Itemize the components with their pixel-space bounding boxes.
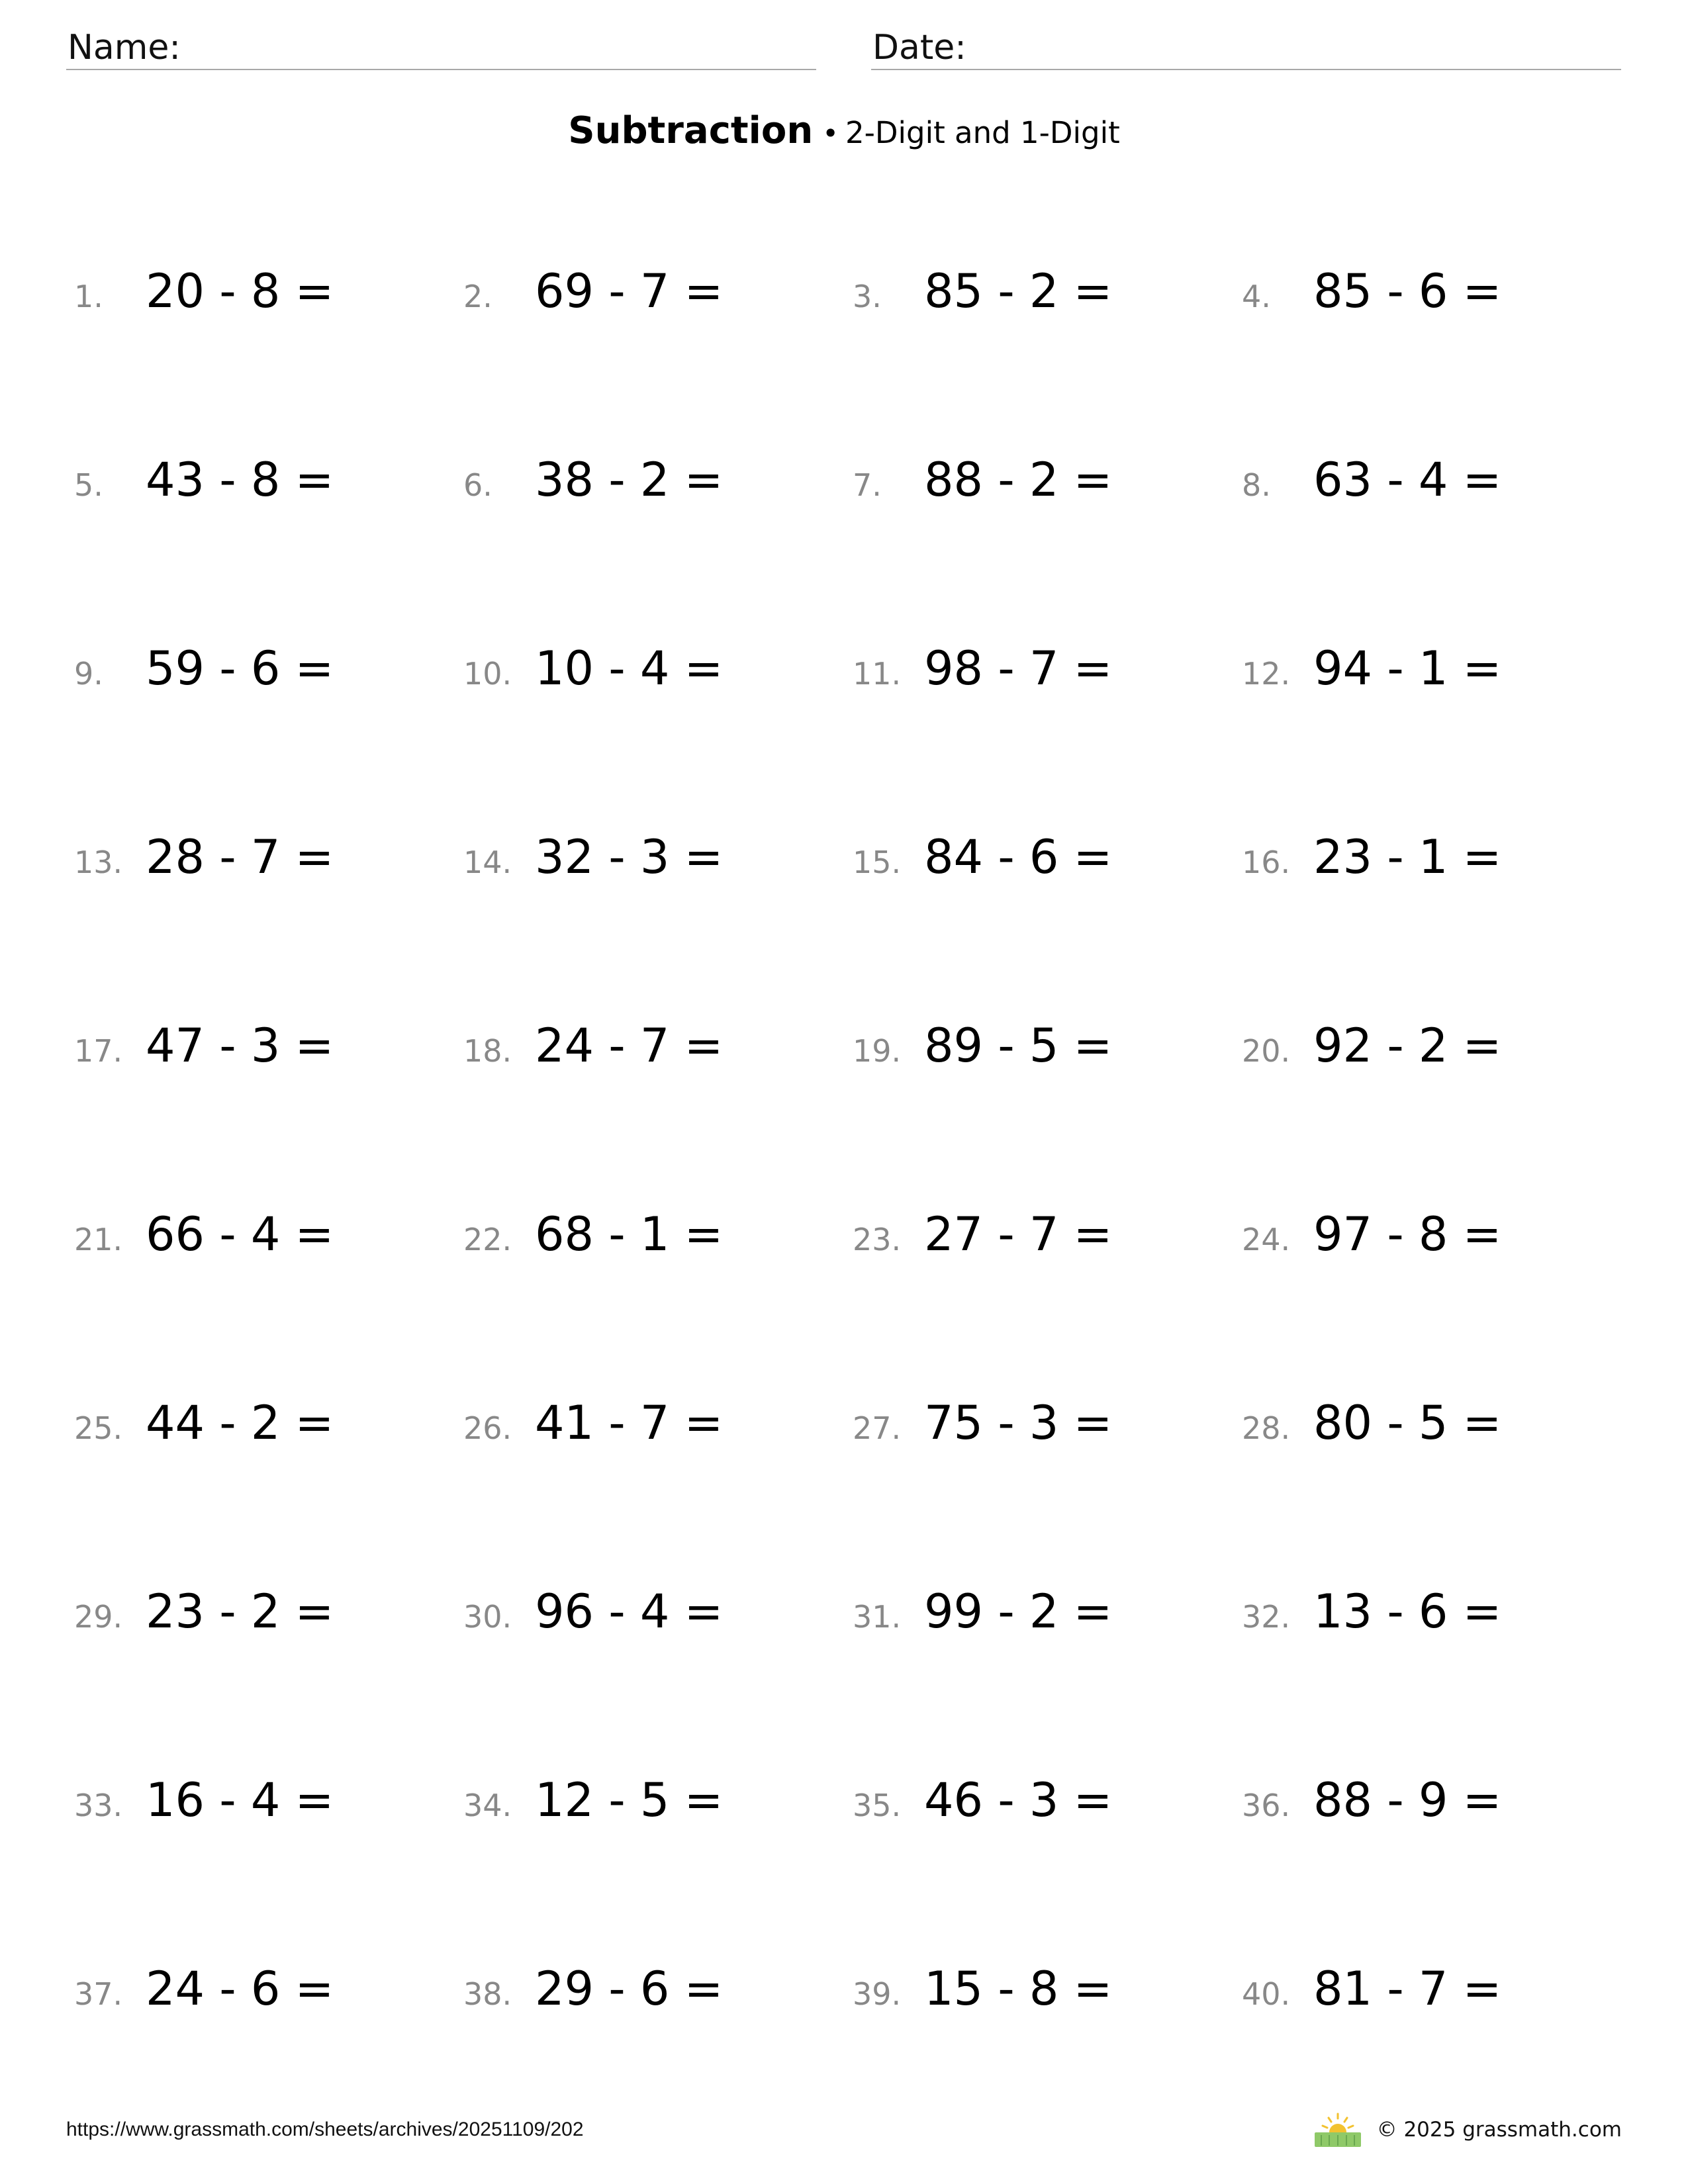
problem-number: 32. xyxy=(1242,1599,1291,1635)
problem-item xyxy=(74,632,463,705)
problem-item xyxy=(1242,1387,1631,1459)
problem-expression: 94 - 1 = xyxy=(1313,641,1502,696)
problem-expression: 98 - 7 = xyxy=(924,641,1113,696)
problem-expression: 92 - 2 = xyxy=(1313,1019,1502,1073)
problem-number: 19. xyxy=(853,1033,902,1069)
problem-item xyxy=(853,1387,1242,1459)
problem-item xyxy=(463,821,853,893)
problem-expression: 23 - 1 = xyxy=(1313,830,1502,884)
problem-number: 34. xyxy=(463,1788,512,1823)
problem-item xyxy=(463,1009,853,1082)
problem-expression: 12 - 5 = xyxy=(535,1773,724,1827)
problem-item xyxy=(853,1575,1242,1648)
problem-number: 24. xyxy=(1242,1222,1291,1257)
problem-expression: 38 - 2 = xyxy=(535,453,724,507)
problem-expression: 85 - 6 = xyxy=(1313,264,1502,318)
problem-number: 9. xyxy=(74,656,103,692)
problem-expression: 23 - 2 = xyxy=(146,1584,334,1639)
problem-expression: 43 - 8 = xyxy=(146,453,334,507)
problem-number: 29. xyxy=(74,1599,123,1635)
problem-expression: 15 - 8 = xyxy=(924,1962,1113,2016)
problem-expression: 59 - 6 = xyxy=(146,641,334,696)
problem-number: 16. xyxy=(1242,844,1291,880)
problem-item xyxy=(463,255,853,328)
problem-expression: 13 - 6 = xyxy=(1313,1584,1502,1639)
problem-expression: 44 - 2 = xyxy=(146,1396,334,1450)
problem-item xyxy=(463,1198,853,1271)
problem-number: 11. xyxy=(853,656,902,692)
problem-item xyxy=(1242,1198,1631,1271)
problem-item xyxy=(853,632,1242,705)
problem-number: 38. xyxy=(463,1976,512,2012)
problem-item xyxy=(853,1198,1242,1271)
problem-number: 2. xyxy=(463,279,492,314)
problem-item xyxy=(74,1009,463,1082)
problem-item xyxy=(1242,821,1631,893)
problem-item xyxy=(853,1764,1242,1837)
problem-expression: 68 - 1 = xyxy=(535,1207,724,1261)
problem-item xyxy=(853,821,1242,893)
problem-number: 21. xyxy=(74,1222,123,1257)
problem-item xyxy=(74,1575,463,1648)
problem-number: 26. xyxy=(463,1410,512,1446)
problem-number: 7. xyxy=(853,467,882,503)
problem-item xyxy=(1242,255,1631,328)
problem-item xyxy=(853,1009,1242,1082)
problem-expression: 84 - 6 = xyxy=(924,830,1113,884)
problem-number: 15. xyxy=(853,844,902,880)
problem-number: 35. xyxy=(853,1788,902,1823)
problem-expression: 28 - 7 = xyxy=(146,830,334,884)
problem-number: 6. xyxy=(463,467,492,503)
problem-number: 18. xyxy=(463,1033,512,1069)
problem-number: 23. xyxy=(853,1222,902,1257)
problem-number: 10. xyxy=(463,656,512,692)
problem-item xyxy=(463,1387,853,1459)
footer-url: https://www.grassmath.com/sheets/archives/20251109/202 xyxy=(66,2118,584,2140)
problem-item xyxy=(853,255,1242,328)
title-subtitle: 2-Digit and 1-Digit xyxy=(845,115,1120,150)
problem-number: 4. xyxy=(1242,279,1271,314)
problem-expression: 46 - 3 = xyxy=(924,1773,1113,1827)
problem-item xyxy=(463,632,853,705)
problem-number: 12. xyxy=(1242,656,1291,692)
problem-expression: 24 - 6 = xyxy=(146,1962,334,2016)
problem-number: 17. xyxy=(74,1033,123,1069)
problem-item xyxy=(463,443,853,516)
date-field[interactable] xyxy=(871,25,1621,70)
problem-expression: 69 - 7 = xyxy=(535,264,724,318)
problem-expression: 89 - 5 = xyxy=(924,1019,1113,1073)
problem-number: 31. xyxy=(853,1599,902,1635)
problem-expression: 80 - 5 = xyxy=(1313,1396,1502,1450)
problem-item xyxy=(74,1387,463,1459)
problem-item xyxy=(74,1764,463,1837)
problem-item xyxy=(74,1198,463,1271)
problem-expression: 10 - 4 = xyxy=(535,641,724,696)
problem-expression: 75 - 3 = xyxy=(924,1396,1113,1450)
problem-expression: 66 - 4 = xyxy=(146,1207,334,1261)
problem-item xyxy=(463,1764,853,1837)
problem-number: 1. xyxy=(74,279,103,314)
problem-expression: 63 - 4 = xyxy=(1313,453,1502,507)
problem-item xyxy=(463,1952,853,2025)
problem-expression: 24 - 7 = xyxy=(535,1019,724,1073)
problem-expression: 27 - 7 = xyxy=(924,1207,1113,1261)
name-field[interactable] xyxy=(66,25,816,70)
problem-number: 25. xyxy=(74,1410,123,1446)
problem-item xyxy=(1242,1952,1631,2025)
problem-expression: 29 - 6 = xyxy=(535,1962,724,2016)
problem-expression: 81 - 7 = xyxy=(1313,1962,1502,2016)
problem-expression: 96 - 4 = xyxy=(535,1584,724,1639)
problem-expression: 88 - 9 = xyxy=(1313,1773,1502,1827)
problem-number: 27. xyxy=(853,1410,902,1446)
problem-expression: 41 - 7 = xyxy=(535,1396,724,1450)
problem-number: 28. xyxy=(1242,1410,1291,1446)
copyright-text: © 2025 grassmath.com xyxy=(1376,2118,1622,2142)
problem-expression: 97 - 8 = xyxy=(1313,1207,1502,1261)
sun-over-grass-icon xyxy=(1312,2111,1364,2148)
problem-item xyxy=(74,1952,463,2025)
problem-number: 3. xyxy=(853,279,882,314)
problem-item xyxy=(74,821,463,893)
date-label: Date: xyxy=(872,28,966,68)
name-label: Name: xyxy=(68,28,181,68)
problem-item xyxy=(1242,1009,1631,1082)
problem-number: 5. xyxy=(74,467,103,503)
problem-number: 30. xyxy=(463,1599,512,1635)
problem-number: 14. xyxy=(463,844,512,880)
problem-item xyxy=(74,255,463,328)
problem-item xyxy=(853,443,1242,516)
problem-expression: 99 - 2 = xyxy=(924,1584,1113,1639)
problem-number: 8. xyxy=(1242,467,1271,503)
title-main: Subtraction xyxy=(568,109,814,152)
problem-item xyxy=(463,1575,853,1648)
problem-grid xyxy=(74,255,1636,2144)
problem-expression: 85 - 2 = xyxy=(924,264,1113,318)
problem-item xyxy=(1242,632,1631,705)
footer-brand xyxy=(1312,2111,1622,2148)
problem-item xyxy=(74,443,463,516)
title-separator: • xyxy=(822,117,839,150)
problem-number: 39. xyxy=(853,1976,902,2012)
problem-expression: 32 - 3 = xyxy=(535,830,724,884)
problem-item xyxy=(1242,1764,1631,1837)
problem-item xyxy=(853,1952,1242,2025)
problem-expression: 88 - 2 = xyxy=(924,453,1113,507)
problem-number: 36. xyxy=(1242,1788,1291,1823)
problem-number: 40. xyxy=(1242,1976,1291,2012)
problem-number: 20. xyxy=(1242,1033,1291,1069)
problem-expression: 20 - 8 = xyxy=(146,264,334,318)
problem-expression: 47 - 3 = xyxy=(146,1019,334,1073)
problem-item xyxy=(1242,1575,1631,1648)
problem-expression: 16 - 4 = xyxy=(146,1773,334,1827)
problem-number: 37. xyxy=(74,1976,123,2012)
problem-item xyxy=(1242,443,1631,516)
problem-number: 33. xyxy=(74,1788,123,1823)
problem-number: 13. xyxy=(74,844,123,880)
worksheet-title xyxy=(0,105,1688,166)
problem-number: 22. xyxy=(463,1222,512,1257)
